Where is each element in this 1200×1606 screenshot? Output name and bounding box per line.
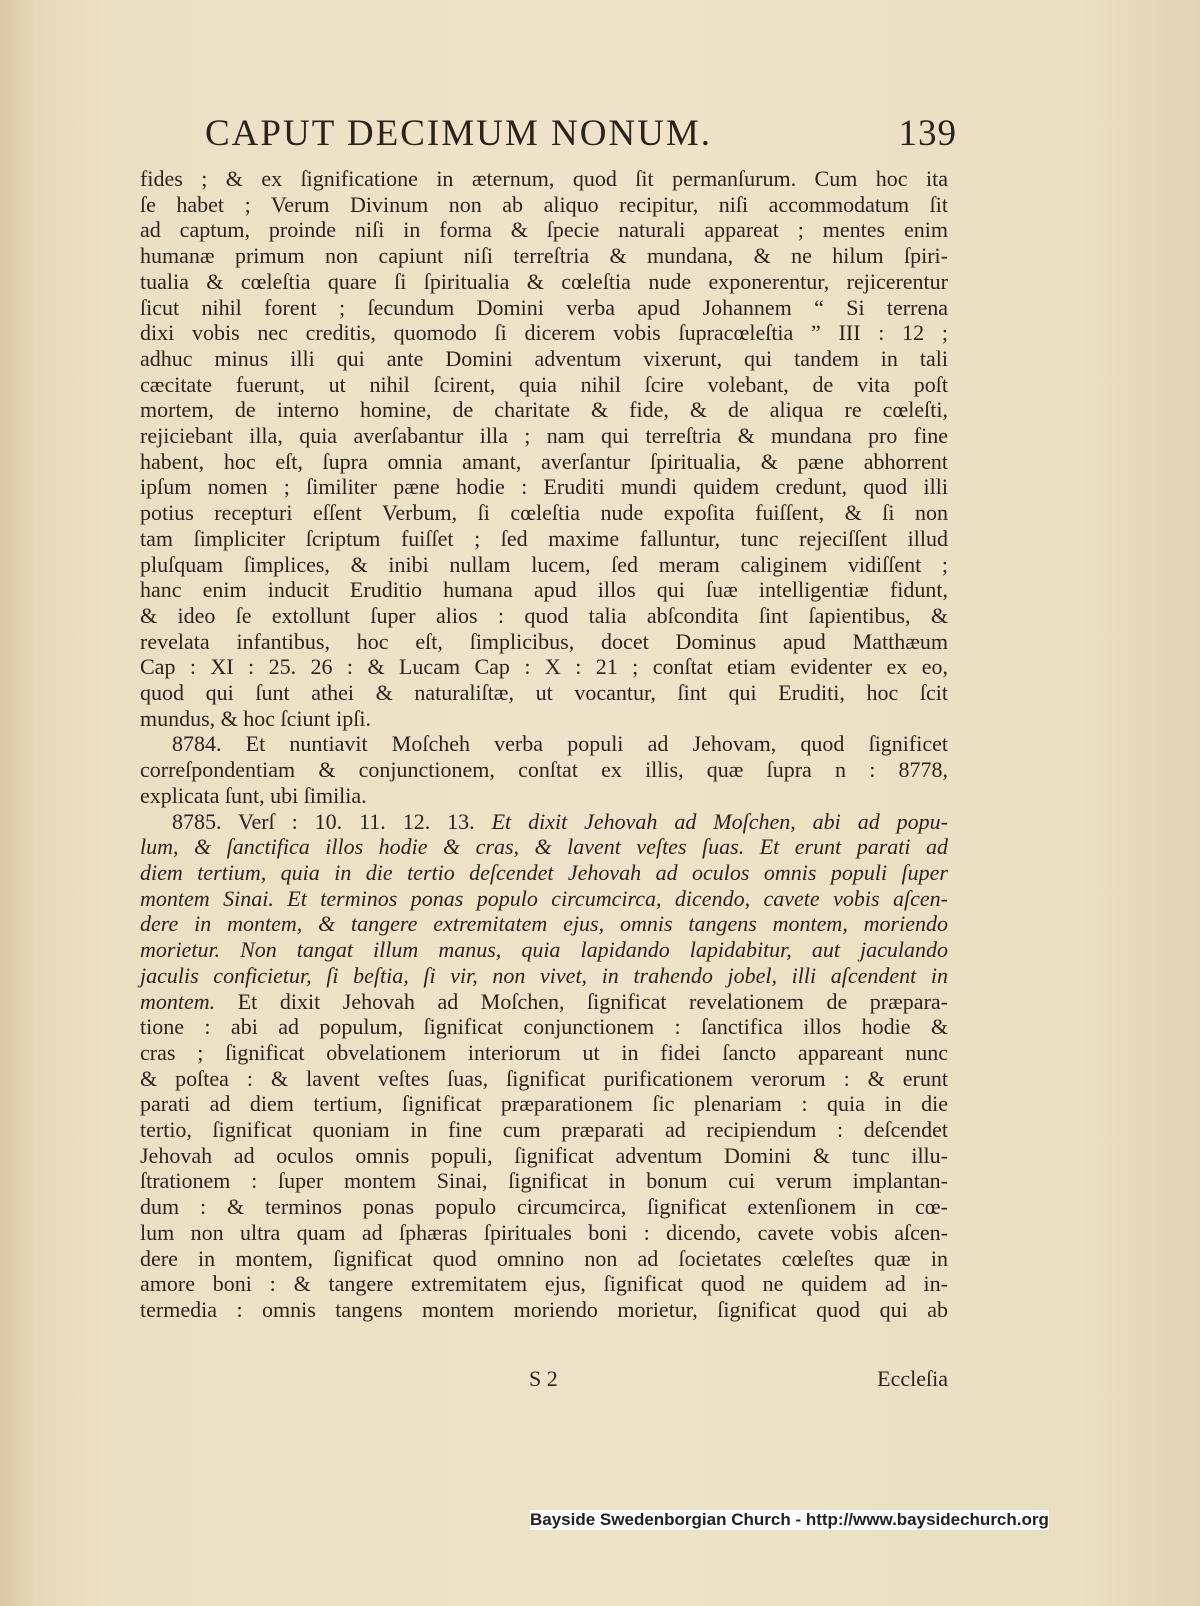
text-line: ad captum, proinde niſi in forma & ſpecie naturali appareat ; mentes enim xyxy=(140,217,948,243)
text-line: tione : abi ad populum, ſignificat conjunctionem : ſanctifica illos hodie & xyxy=(140,1014,948,1040)
catchword: Eccleſia xyxy=(877,1366,948,1391)
running-header xyxy=(205,112,957,155)
text-line: cras ; ſignificat obvelationem interiorum ut in fidei ſancto appareant nunc xyxy=(140,1039,948,1065)
text-line: potius recepturi eſſent Verbum, ſi cœleſtia nude expoſita fuiſſent, & ſi non xyxy=(140,500,948,526)
text-line: dixi vobis nec creditis, quomodo ſi dicerem vobis ſupracœleſtia ” III : 12 ; xyxy=(140,320,948,346)
text-line: quod qui ſunt athei & naturaliſtæ, ut vocantur, ſint qui Eruditi, hoc ſcit xyxy=(140,680,948,706)
text-line: ſicut nihil forent ; ſecundum Domini verba apud Johannem “ Si terrena xyxy=(140,294,948,320)
text-line: adhuc minus illi qui ante Domini adventum vixerunt, qui tandem in tali xyxy=(140,345,948,371)
text-line: termedia : omnis tangens montem moriendo morietur, ſignificat quod qui ab xyxy=(140,1296,948,1322)
text-line: dum : & terminos ponas populo circumcirca, ſignificat extenſionem in cœ- xyxy=(140,1194,948,1220)
verse-line: lum, & ſanctifica illos hodie & cras, & lavent veſtes ſuas. Et erunt parati ad xyxy=(140,834,948,860)
text-line: cæcitate fuerunt, ut nihil ſcirent, quia nihil ſcire volebant, de vita poſt xyxy=(140,371,948,397)
verse-line: montem Sinai. Et terminos ponas populo circumcirca, dicendo, cavete vobis aſcen- xyxy=(140,885,948,911)
verse-line: dere in montem, & tangere extremitatem ejus, omnis tangens montem, moriendo xyxy=(140,911,948,937)
text-line: tertio, ſignificat quoniam in fine cum præparati ad recipiendum : deſcendet xyxy=(140,1117,948,1143)
verse-line: morietur. Non tangat illum manus, quia lapidando lapidabitur, aut jaculando xyxy=(140,937,948,963)
text-line: mundus, & hoc ſciunt ipſi. xyxy=(140,705,371,731)
text-line: correſpondentiam & conjunctionem, conſtat ex illis, quæ ſupra n : 8778, xyxy=(140,757,948,783)
text-line: ipſum nomen ; ſimiliter pæne hodie : Eruditi mundi quidem credunt, quod illi xyxy=(140,474,948,500)
text-line: ſe habet ; Verum Divinum non ab aliquo recipitur, niſi accommodatum ſit xyxy=(140,191,948,217)
text-line: humanæ primum non capiunt niſi terreſtria & mundana, & ne hilum ſpiri- xyxy=(140,243,948,269)
text-line: & ideo ſe extollunt ſuper alios : quod talia abſcondita ſint ſapientibus, & xyxy=(140,602,948,628)
text-line: montem. Et dixit Jehovah ad Moſchen, ſignificat revelationem de præpara- xyxy=(140,988,948,1014)
text-line: pluſquam ſimplices, & inibi nullam lucem, ſed meram caliginem vidiſſent ; xyxy=(140,551,948,577)
text-line: Jehovah ad oculos omnis populi, ſignificat adventum Domini & tunc illu- xyxy=(140,1142,948,1168)
page-number: 139 xyxy=(898,113,957,154)
body-text xyxy=(140,166,948,1323)
verse-line: diem tertium, quia in die tertio deſcendet Jehovah ad oculos omnis populi ſuper xyxy=(140,859,948,885)
text-line: lum non ultra quam ad ſphæras ſpirituales boni : dicendo, cavete vobis aſcen- xyxy=(140,1219,948,1245)
source-credit: Bayside Swedenborgian Church - http://www.baysidechurch.org xyxy=(530,1510,1049,1529)
text-line: dere in montem, ſignificat quod omnino non ad ſocietates cœleſtes quæ in xyxy=(140,1245,948,1271)
text-line: & poſtea : & lavent veſtes ſuas, ſignificat purificationem verorum : & erunt xyxy=(140,1065,948,1091)
paragraph-8784-start: 8784. Et nuntiavit Moſcheh verba populi ad Jehovam, quod ſignificet xyxy=(172,731,948,757)
verse-line: jaculis conficietur, ſi beſtia, ſi vir, non vivet, in trahendo jobel, illi aſcendent in xyxy=(140,962,948,988)
text-line: Cap : XI : 25. 26 : & Lucam Cap : X : 21 ; conſtat etiam evidenter ex eo, xyxy=(140,654,948,680)
text-line: revelata infantibus, hoc eſt, ſimplicibus, docet Dominus apud Matthæum xyxy=(140,628,948,654)
page-footer xyxy=(140,1366,948,1392)
text-line: tam ſimpliciter ſcriptum fuiſſet ; ſed maxime falluntur, tunc rejeciſſent illud xyxy=(140,525,948,551)
text-line: fides ; & ex ſignificatione in æternum, quod ſit permanſurum. Cum hoc ita xyxy=(140,166,948,191)
paragraph-8785-start: 8785. Verſ : 10. 11. 12. 13. Et dixit Jehovah ad Moſchen, abi ad popu- xyxy=(172,808,948,834)
text-line: tualia & cœleſtia quare ſi ſpiritualia & cœleſtia nude exponerentur, rejicerentur xyxy=(140,268,948,294)
signature-mark: S 2 xyxy=(529,1366,558,1391)
text-line: amore boni : & tangere extremitatem ejus, ſignificat quod ne quidem ad in- xyxy=(140,1271,948,1297)
chapter-title: CAPUT DECIMUM NONUM. xyxy=(205,113,712,154)
text-line: habent, hoc eſt, ſupra omnia amant, averſantur ſpiritualia, & pæne abhorrent xyxy=(140,448,948,474)
verse-quote: Et dixit Jehovah ad Moſchen, abi ad popu- xyxy=(491,808,948,834)
text-line: parati ad diem tertium, ſignificat præparationem ſic plenariam : quia in die xyxy=(140,1091,948,1117)
text-line: explicata ſunt, ubi ſimilia. xyxy=(140,782,367,808)
text-line: rejiciebant illa, quia averſabantur illa ; nam qui terreſtria & mundana pro fine xyxy=(140,423,948,449)
text-line: ſtrationem : ſuper montem Sinai, ſignificat in bonum cui verum implantan- xyxy=(140,1168,948,1194)
text-line: mortem, de interno homine, de charitate & fide, & de aliqua re cœleſti, xyxy=(140,397,948,423)
text-line: hanc enim inducit Eruditio humana apud illos qui ſuæ intelligentiæ fidunt, xyxy=(140,577,948,603)
verse-quote-end: montem. xyxy=(140,988,216,1014)
